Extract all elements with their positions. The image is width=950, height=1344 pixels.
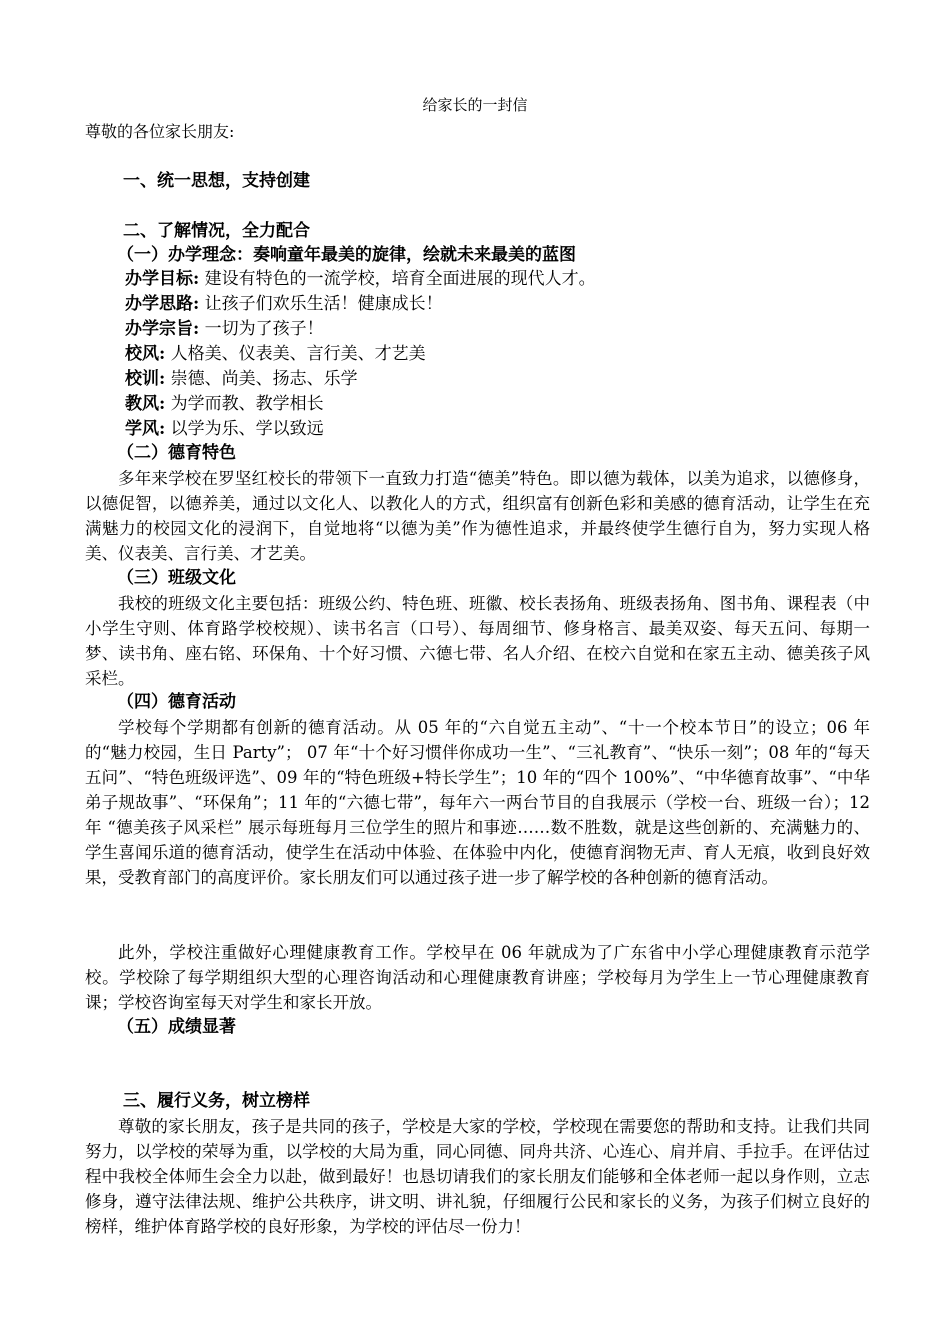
principle-value: 让孩子们欢乐生活！健康成长！ xyxy=(199,294,443,314)
section-heading-3: 三、履行义务，树立榜样 xyxy=(123,1091,310,1111)
principle-item xyxy=(125,267,596,291)
principle-key: 校训: xyxy=(125,369,166,389)
principle-key: 办学目标: xyxy=(125,269,200,289)
principle-key: 学风: xyxy=(125,419,166,439)
section-heading-1: 一、统一思想，支持创建 xyxy=(123,171,310,191)
sub-heading-4: （四）德育活动 xyxy=(117,692,236,712)
principle-value: 人格美、仪表美、言行美、才艺美 xyxy=(165,344,426,364)
principle-value: 崇德、尚美、扬志、乐学 xyxy=(165,369,358,389)
principle-item xyxy=(125,317,324,341)
principle-item xyxy=(125,392,324,416)
principle-item xyxy=(125,417,324,441)
principle-key: 教风: xyxy=(125,394,166,414)
principle-value: 一切为了孩子！ xyxy=(199,319,324,339)
mental-health-paragraph: 此外，学校注重做好心理健康教育工作。学校早在 06 年就成为了广东省中小学心理健康教育示范学校。学校除了每学期组织大型的心理咨询活动和心理健康教育讲座；学校每月为学生上一节心理健康教育课；学校咨询室每天对学生和家长开放。 xyxy=(85,943,870,1012)
principle-value: 建设有特色的一流学校，培育全面进展的现代人才。 xyxy=(199,269,596,289)
principle-key: 校风: xyxy=(125,344,166,364)
closing-paragraph: 尊敬的家长朋友，孩子是共同的孩子，学校是大家的学校，学校现在需要您的帮助和支持。让我们共同努力，以学校的荣辱为重，以学校的大局为重，同心同德、同舟共济、心连心、肩并肩、手拉手。在评估过程中我校全体师生会全力以赴，做到最好！也恳切请我们的家长朋友们能够和全体老师一起以身作则，立志修身，遵守法律法规、维护公共秩序，讲文明、讲礼貌，仔细履行公民和家长的义务，为孩子们树立良好的榜样，维护体育路学校的良好形象，为学校的评估尽一份力！ xyxy=(85,1117,870,1236)
principle-item xyxy=(125,292,443,316)
moral-feature-paragraph: 多年来学校在罗坚红校长的带领下一直致力打造“德美”特色。即以德为载体，以美为追求，以德修身，以德促智，以德养美，通过以文化人、以教化人的方式，组织富有创新色彩和美感的德育活动，让学生在充满魅力的校园文化的浸润下，自觉地将“以德为美”作为德性追求，并最终使学生德行自为，努力实现人格美、仪表美、言行美、才艺美。 xyxy=(85,469,870,563)
principle-value: 以学为乐、学以致远 xyxy=(165,419,324,439)
class-culture-paragraph: 我校的班级文化主要包括：班级公约、特色班、班徽、校长表扬角、班级表扬角、图书角、课程表（中小学生守则、体育路学校校规）、读书名言（口号）、每周细节、修身格言、最美双姿、每天五问、每期一梦、读书角、座右铭、环保角、十个好习惯、六德七带、名人介绍、在校六自觉和在家五主动、德美孩子风采栏。 xyxy=(85,594,870,688)
principle-item xyxy=(125,367,358,391)
salutation: 尊敬的各位家长朋友: xyxy=(85,122,235,141)
sub-heading-5: （五）成绩显著 xyxy=(117,1017,236,1037)
section-heading-2: 二、了解情况，全力配合 xyxy=(123,221,310,241)
principle-value: 为学而教、教学相长 xyxy=(165,394,324,414)
principle-key: 办学思路: xyxy=(125,294,200,314)
document-title: 给家长的一封信 xyxy=(422,96,528,114)
principle-key: 办学宗旨: xyxy=(125,319,200,339)
sub-heading-3: （三）班级文化 xyxy=(117,568,236,588)
sub-heading-2: （二）德育特色 xyxy=(117,443,236,463)
moral-activities-paragraph: 学校每个学期都有创新的德育活动。从 05 年的“六自觉五主动”、“十一个校本节日”的设立；06 年的“魅力校园，生日 Party”； 07 年“十个好习惯伴你成功一生”、“三礼教育”、“快乐一刻”；08 年的“每天五问”、“特色班级评选”、09 年的“特色班级+特长学生”；10 年的“四个 100%”、“中华德育故事”、“中华弟子规故事”、“环保角”；11 年的“六德七带”，每年六一两台节目的自我展示（学校一台、班级一台）；12 年 “德美孩子风采栏” 展示每班每月三位学生的照片和事迹……数不胜数，就是这些创新的、充满魅力的、学生喜闻乐道的德育活动，使学生在活动中体验、在体验中内化，使德育润物无声、育人无痕，收到良好效果，受教育部门的高度评价。家长朋友们可以通过孩子进一步了解学校的各种创新的德育活动。 xyxy=(85,718,870,887)
principle-item xyxy=(125,342,426,366)
sub-heading-1: （一）办学理念：奏响童年最美的旋律，绘就未来最美的蓝图 xyxy=(117,245,576,265)
